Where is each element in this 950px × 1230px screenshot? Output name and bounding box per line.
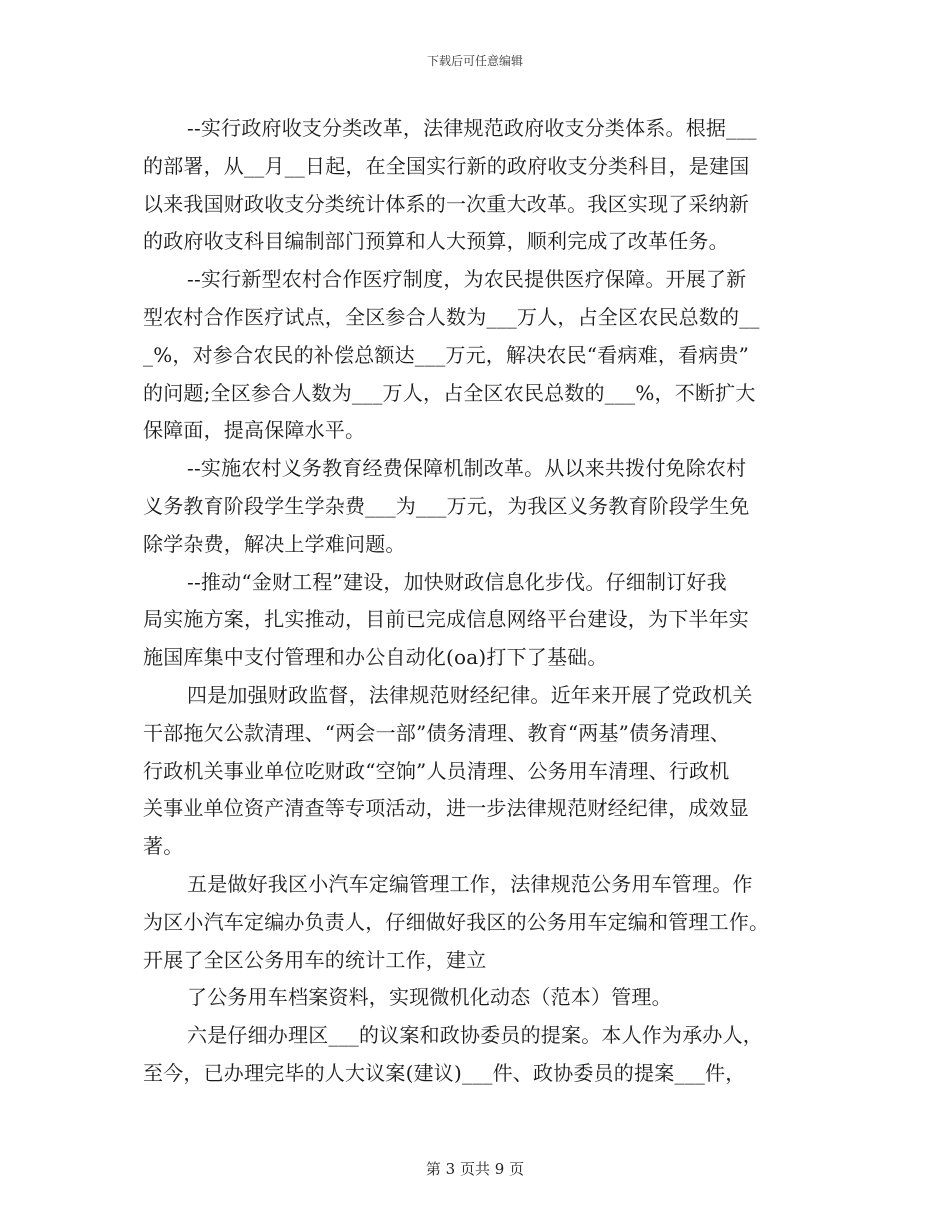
text-line: 的问题;全区参合人数为___万人，占全区农民总数的___%，不断扩大 — [143, 380, 756, 405]
paragraph-5 — [143, 677, 808, 866]
text-line: 著。 — [143, 834, 184, 859]
text-line: 除学杂费，解决上学难问题。 — [143, 531, 406, 556]
paragraph-4 — [143, 564, 808, 677]
paragraph-1 — [143, 110, 808, 261]
text-line: 为区小汽车定编办负责人，仔细做好我区的公务用车定编和管理工作。 — [143, 909, 770, 934]
page-header: 下载后可任意编辑 — [426, 54, 523, 68]
text-line: 五是做好我区小汽车定编管理工作，法律规范公务用车管理。作 — [187, 871, 753, 896]
text-line: _%，对参合农民的补偿总额达___万元，解决农民“看病难，看病贵” — [143, 342, 750, 367]
text-line: 施国库集中支付管理和办公自动化(oa)打下了基础。 — [143, 645, 608, 670]
text-line: 保障面，提高保障水平。 — [143, 418, 366, 443]
page-number: 第 3 页共 9 页 — [425, 1160, 525, 1178]
text-line: 的政府收支科目编制部门预算和人大预算，顺利完成了改革任务。 — [143, 229, 729, 254]
text-line: 开展了全区公务用车的统计工作，建立 — [143, 947, 487, 972]
paragraph-3 — [143, 450, 808, 563]
text-line: --实行新型农村合作医疗制度，为农民提供医疗保障。开展了新 — [187, 267, 747, 292]
text-line: 了公务用车档案资料，实现微机化动态（范本）管理。 — [187, 985, 672, 1010]
text-line: 至今，已办理完毕的人大议案(建议)___件、政协委员的提案___件， — [143, 1060, 746, 1085]
text-line: 六是仔细办理区___的议案和政协委员的提案。本人作为承办人， — [187, 1023, 763, 1048]
text-line: 以来我国财政收支分类统计体系的一次重大改革。我区实现了采纳新 — [143, 191, 749, 216]
paragraph-2 — [143, 261, 808, 450]
text-line: --实行政府收支分类改革，法律规范政府收支分类体系。根据___ — [187, 116, 757, 140]
text-line: 的部署，从__月__日起，在全国实行新的政府收支分类科目，是建国 — [143, 153, 750, 178]
document-body — [143, 110, 808, 1093]
paragraph-6 — [143, 866, 808, 979]
text-line: 干部拖欠公款清理、“两会一部”债务清理、教育“两基”债务清理、 — [143, 720, 731, 745]
text-line: 关事业单位资产清查等专项活动，进一步法律规范财经纪律，成效显 — [143, 796, 749, 821]
text-line: 四是加强财政监督，法律规范财经纪律。近年来开展了党政机关 — [187, 682, 753, 707]
paragraph-8 — [143, 1017, 808, 1093]
text-line: --推动“金财工程”建设，加快财政信息化步伐。仔细制订好我 — [187, 569, 727, 594]
text-line: 型农村合作医疗试点，全区参合人数为___万人，占全区农民总数的__ — [143, 304, 760, 329]
text-line: --实施农村义务教育经费保障机制改革。从以来共拨付免除农村 — [187, 456, 747, 481]
text-line: 行政机关事业单位吃财政“空饷”人员清理、公务用车清理、行政机 — [143, 758, 730, 783]
paragraph-7 — [143, 979, 808, 1017]
text-line: 局实施方案，扎实推动，目前已完成信息网络平台建设，为下半年实 — [143, 607, 749, 632]
text-line: 义务教育阶段学生学杂费___为___万元，为我区义务教育阶段学生免 — [143, 493, 750, 518]
